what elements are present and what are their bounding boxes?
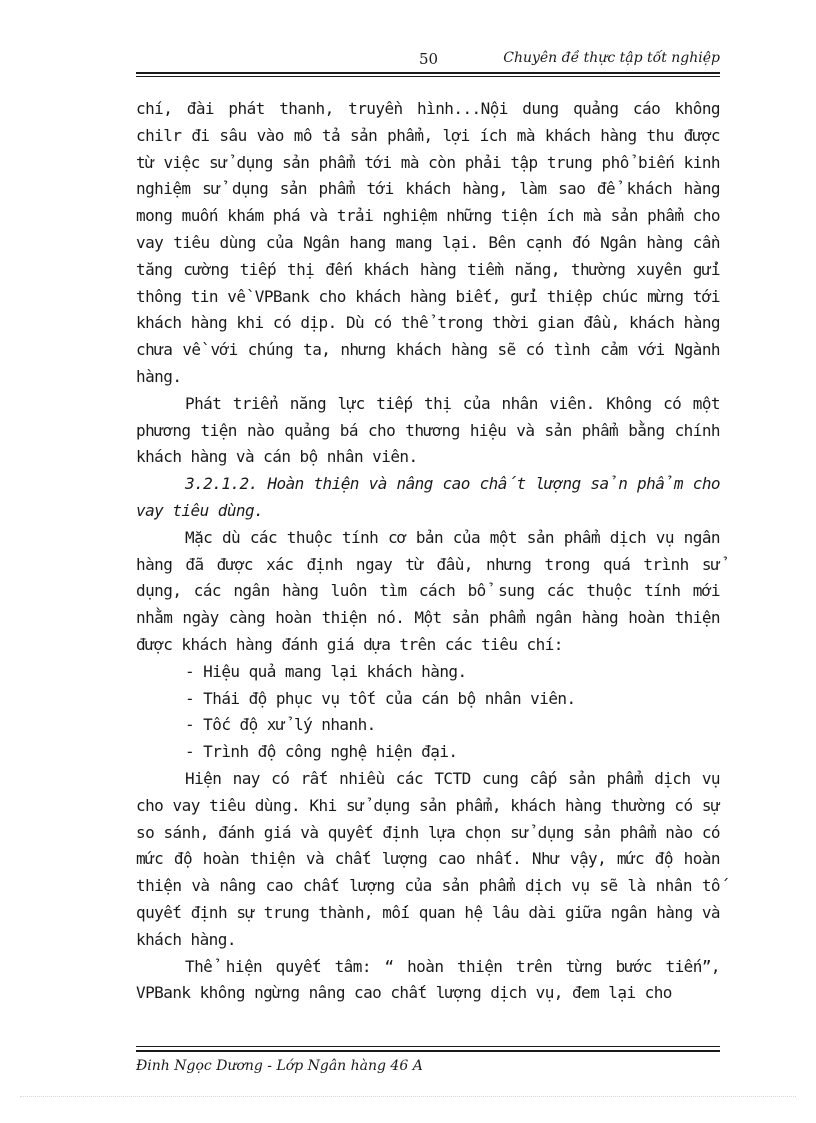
section-heading: 3.2.1.2. Hoàn thiện và nâng cao chất lượng sản phẩm cho vay tiêu dùng. [136, 474, 720, 520]
header-title: Chuyên đề thực tập tốt nghiệp [503, 50, 720, 66]
page-edge-dotted-line [20, 1096, 796, 1097]
page-number: 50 [419, 50, 439, 68]
list-item: - Tốc độ xử lý nhanh. [185, 715, 376, 735]
page-header [136, 50, 720, 72]
list-item: - Trình độ công nghệ hiện đại. [185, 742, 458, 762]
list-item: - Thái độ phục vụ tốt của cán bộ nhân viên. [185, 688, 576, 708]
paragraph: Phát triển năng lực tiếp thị của nhân viên. Không có một phương tiện nào quảng bá cho thương hiệu và sản phẩm bằng chính khách hàng và cán bộ nhân viên. [136, 393, 720, 467]
footer-rule-thin [136, 1046, 720, 1047]
list-item: - Hiệu quả mang lại khách hàng. [185, 661, 467, 681]
footer-rule-thick [136, 1050, 720, 1052]
body-text [136, 96, 720, 1007]
header-rule-thick [136, 72, 720, 74]
paragraph: Mặc dù các thuộc tính cơ bản của một sản phẩm dịch vụ ngân hàng đã được xác định ngay từ đầu, nhưng trong quá trình sử dụng, các ngân hàng luôn tìm cách bổ sung các thuộc tính mới nhằm ngày càng hoàn thiện nó. Một sản phẩm ngân hàng hoàn thiện được khách hàng đánh giá dựa trên các tiêu chí: [136, 527, 720, 654]
paragraph: chí, đài phát thanh, truyền hình...Nội dung quảng cáo không chilr đi sâu vào mô tả sản phẩm, lợi ích mà khách hàng thu được từ việc sử dụng sản phẩm tới mà còn phải tập trung phổ biến kinh nghiệm sử dụng sản phẩm tới khách hàng, làm sao để khách hàng mong muốn khám phá và trải nghiệm những tiện ích mà sản phẩm cho vay tiêu dùng của Ngân hang mang lại. Bên cạnh đó Ngân hàng cần tăng cường tiếp thị đến khách hàng tiềm năng, thường xuyên gửi thông tin về VPBank cho khách hàng biết, gửi thiệp chúc mừng tới khách hàng khi có dịp. Dù có thể trong thời gian đầu, khách hàng chưa về với chúng ta, nhưng khách hàng sẽ có tình cảm với Ngành hàng. [136, 99, 720, 386]
footer-author: Đinh Ngọc Dương - Lớp Ngân hàng 46 A [136, 1058, 423, 1074]
paragraph: Hiện nay có rất nhiều các TCTD cung cấp sản phẩm dịch vụ cho vay tiêu dùng. Khi sử dụng sản phẩm, khách hàng thường có sự so sánh, đánh giá và quyết định lựa chọn sử dụng sản phẩm nào có mức độ hoàn thiện và chất lượng cao nhất. Như vậy, mức độ hoàn thiện và nâng cao chất lượng của sản phẩm dịch vụ sẽ là nhân tố quyết định sự trung thành, mối quan hệ lâu dài giữa ngân hàng và khách hàng. [136, 768, 720, 949]
paragraph: Thể hiện quyết tâm: “ hoàn thiện trên từng bước tiến”, VPBank không ngừng nâng cao chất lượng dịch vụ, đem lại cho [136, 956, 720, 1003]
header-rule-thin [136, 76, 720, 77]
